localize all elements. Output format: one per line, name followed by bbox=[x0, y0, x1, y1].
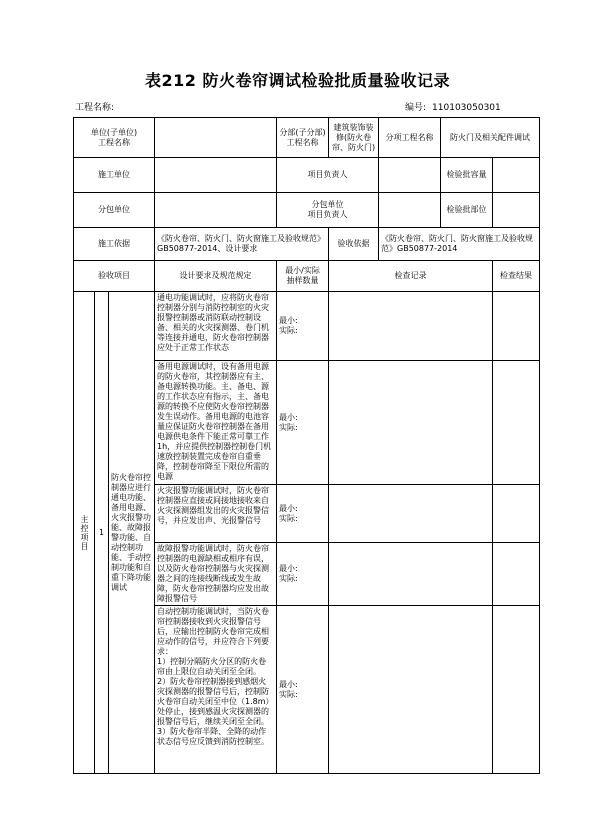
project-name-label: 工程名称: bbox=[75, 103, 115, 113]
subcontract-unit-value[interactable] bbox=[155, 193, 277, 228]
basis-row bbox=[74, 228, 540, 261]
page-title: 表212 防火卷帘调试检验批质量验收记录 bbox=[145, 71, 450, 90]
construction-basis-value: 《防火卷帘、防火门、防火窗施工及验收规范》GB50877-2014、设计要求 bbox=[155, 228, 329, 261]
unit-row bbox=[74, 118, 540, 158]
sample-2: 最小: 实际: bbox=[277, 361, 329, 485]
record-5[interactable] bbox=[329, 606, 493, 774]
construction-row bbox=[74, 158, 540, 193]
acceptance-basis-value: 《防火卷帘、防火门、防火窗施工及验收规范》GB50877-2014 bbox=[379, 228, 540, 261]
header-row bbox=[74, 261, 540, 292]
batch-location-label: 检验批部位 bbox=[441, 193, 493, 228]
code-value: 110103050301 bbox=[432, 103, 501, 113]
sample-3: 最小: 实际: bbox=[277, 485, 329, 543]
requirement-1: 通电功能调试时，应将防火卷帘控制器分别与消防控制室的火灾报警控制器或消防联动控制设备、相关的火灾探测器、卷门机等连接并通电，防火卷帘控制器应处于正常工作状态 bbox=[155, 292, 277, 361]
record-2[interactable] bbox=[329, 361, 493, 485]
batch-capacity-label: 检验批容量 bbox=[441, 158, 493, 193]
result-3[interactable] bbox=[493, 485, 540, 543]
header-record: 检查记录 bbox=[329, 261, 493, 292]
sample-4: 最小: 实际: bbox=[277, 543, 329, 606]
acceptance-basis-label: 验收依据 bbox=[329, 228, 379, 261]
subitem-name-label: 分项工程名称 bbox=[379, 118, 441, 158]
code-field bbox=[405, 100, 501, 113]
construction-unit-value[interactable] bbox=[155, 158, 277, 193]
acceptance-record-table bbox=[73, 117, 540, 774]
division-name-value: 建筑装饰装修(防火卷帘、防火门) bbox=[329, 118, 379, 158]
requirement-3: 火灾报警功能调试时，防火卷帘控制器应直接或间接地接收来自火灾探测器组发出的火灾报警信号，并应发出声、光报警信号 bbox=[155, 485, 277, 543]
unit-name-label: 单位(子单位) 工程名称 bbox=[74, 118, 155, 158]
project-manager-label: 项目负责人 bbox=[277, 158, 379, 193]
unit-name-value[interactable] bbox=[155, 118, 277, 158]
sample-1: 最小: 实际: bbox=[277, 292, 329, 361]
sample-5: 最小: 实际: bbox=[277, 606, 329, 774]
result-1[interactable] bbox=[493, 292, 540, 361]
record-3[interactable] bbox=[329, 485, 493, 543]
main-control-group bbox=[74, 292, 95, 774]
subcontract-unit-label: 分包单位 bbox=[74, 193, 155, 228]
main-control-label: 主控项目 bbox=[80, 514, 89, 551]
division-name-label: 分部(子分部) 工程名称 bbox=[277, 118, 329, 158]
header-item: 验收项目 bbox=[74, 261, 155, 292]
sub-project-manager-value[interactable] bbox=[379, 193, 441, 228]
record-4[interactable] bbox=[329, 543, 493, 606]
requirement-5: 自动控制功能调试时，当防火卷帘控制器接收到火灾报警信号后，应输出控制防火卷帘完成相应动作的信号，并应符合下列要求： 1）控制分隔防火分区的防火卷帘由上限位自动关闭至全闭。 2）防火卷帘控制器接到感烟火灾探测器的报警信号后，控制防火卷帘自动关闭至中位（1.8m）处停止，接到感温火灾探测器的报警信号后，继续关闭至全闭。 3）防火卷帘半降、全降的动作状态信号应反馈到消防控制室。 bbox=[155, 606, 277, 774]
result-2[interactable] bbox=[493, 361, 540, 485]
check-row-1 bbox=[74, 292, 540, 361]
batch-location-value[interactable] bbox=[493, 193, 540, 228]
subcontract-row bbox=[74, 193, 540, 228]
header-sample: 最小/实际 抽样数量 bbox=[277, 261, 329, 292]
record-1[interactable] bbox=[329, 292, 493, 361]
project-manager-value[interactable] bbox=[379, 158, 441, 193]
requirement-4: 故障报警功能调试时，防火卷帘控制器的电源缺相或相序有误，以及防火卷帘控制器与火灾探测器之间的连接线断线或发生故障，防火卷帘控制器均应发出故障报警信号 bbox=[155, 543, 277, 606]
item-number: 1 bbox=[95, 292, 109, 774]
batch-capacity-value[interactable] bbox=[493, 158, 540, 193]
subitem-name-value: 防火门及相关配件调试 bbox=[441, 118, 540, 158]
function-description: 防火卷帘控制器应进行通电功能、备用电源、火灾报警功能、故障报警功能、自动控制功能、手动控制功能和自重下降功能调试 bbox=[109, 292, 155, 774]
construction-basis-label: 施工依据 bbox=[74, 228, 155, 261]
result-4[interactable] bbox=[493, 543, 540, 606]
header-result: 检查结果 bbox=[493, 261, 540, 292]
sub-project-manager-label: 分包单位 项目负责人 bbox=[277, 193, 379, 228]
header-requirement: 设计要求及规范规定 bbox=[155, 261, 277, 292]
code-label: 编号: bbox=[405, 103, 427, 113]
requirement-2: 备用电源调试时，设有备用电源的防火卷帘，其控制器应有主、备电源转换功能。主、备电、源的工作状态应有指示，主、备电源的转换不应使防火卷帘控制器发生误动作。备用电源的电池容量应保证防火卷帘控制器在备用电源供电条件下能正常可靠工作1h，并应提供控制器控制卷门机速放控制装置完成卷帘自重垂降，控制卷帘降至下限位所需的电源 bbox=[155, 361, 277, 485]
construction-unit-label: 施工单位 bbox=[74, 158, 155, 193]
result-5[interactable] bbox=[493, 606, 540, 774]
